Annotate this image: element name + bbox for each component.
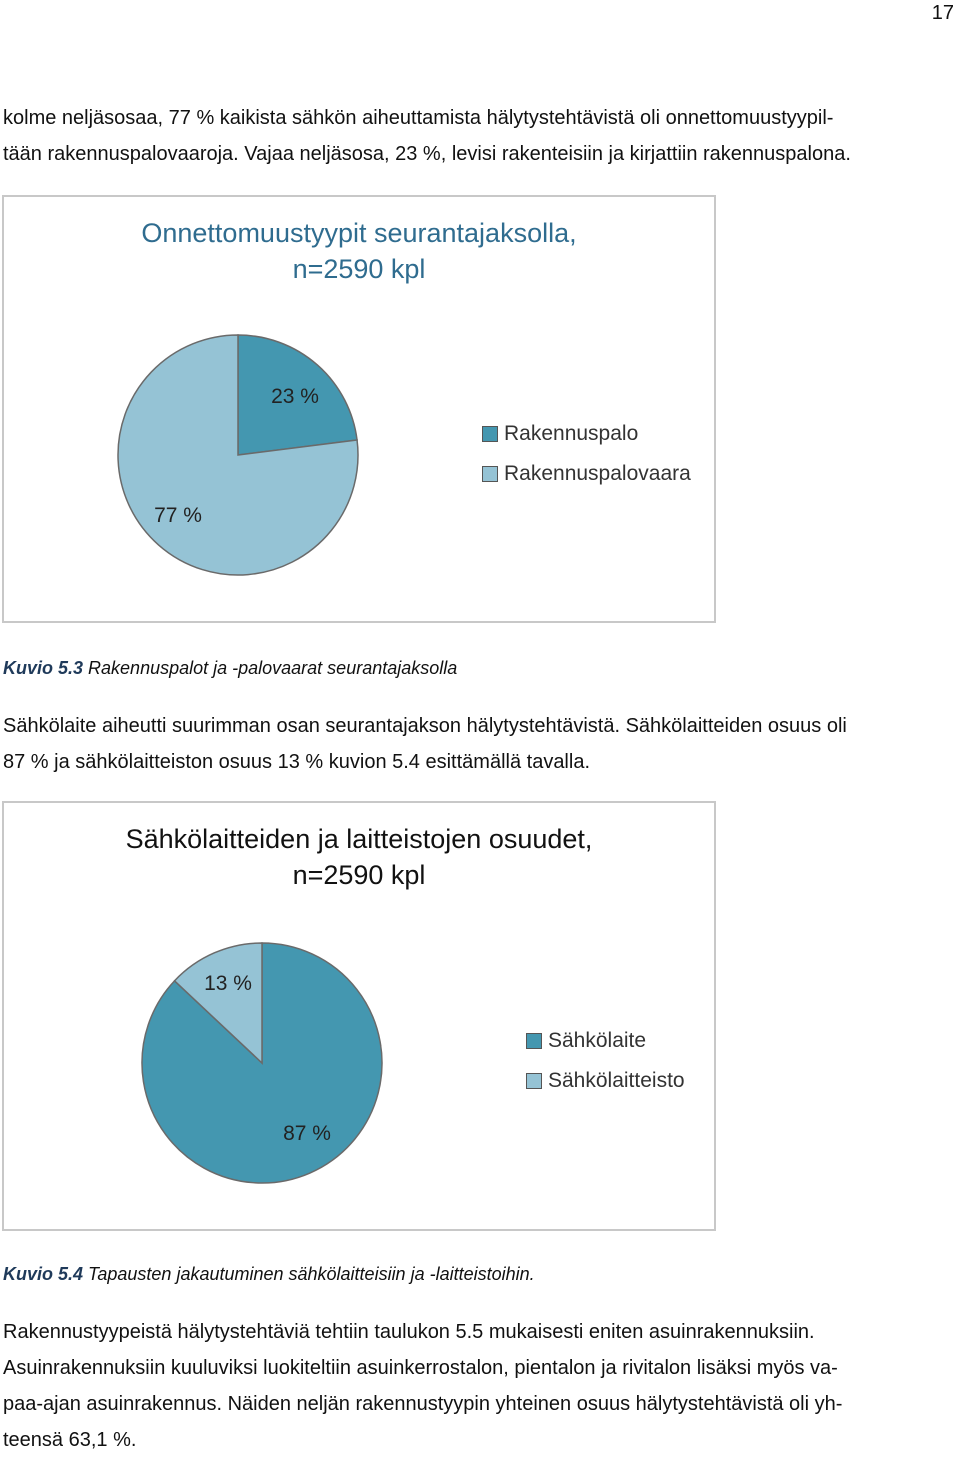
chart-2-legend-item-sahkolaite: [526, 1021, 685, 1061]
chart-2-data-label-sahkolaite: 87 %: [283, 1122, 331, 1145]
chart-2-title-line-2: n=2590 kpl: [292, 860, 426, 890]
paragraph-2: [3, 708, 938, 780]
caption-2-text: Tapausten jakautuminen sähkölaitteisiin ja -laitteistoihin.: [83, 1264, 535, 1284]
paragraph-3-line-1: Rakennustyypeistä hälytystehtäviä tehtiin taulukon 5.5 mukaisesti eniten asuinrakennuksiin.: [3, 1321, 815, 1343]
chart-2-legend-swatch-sahkolaitteisto: [526, 1073, 542, 1089]
chart-1-legend: [482, 414, 691, 494]
chart-1-legend-swatch-rakennuspalovaara: [482, 466, 498, 482]
caption-1-text: Rakennuspalot ja -palovaarat seurantajaksolla: [83, 658, 458, 678]
paragraph-3-line-3: paa-ajan asuinrakennus. Näiden neljän rakennustyypin yhteinen osuus hälytystehtävistä oli yh-: [3, 1393, 843, 1415]
caption-2-label: Kuvio 5.4: [3, 1264, 84, 1284]
paragraph-1: [3, 100, 938, 172]
paragraph-3-line-4: teensä 63,1 %.: [3, 1429, 137, 1451]
chart-1-data-label-rakennuspalovaara: 77 %: [154, 504, 202, 527]
chart-2-legend-item-sahkolaitteisto: [526, 1061, 685, 1101]
paragraph-1-line-1: kolme neljäsosaa, 77 % kaikista sähkön aiheuttamista hälytystehtävistä oli onnettomuustyypil-: [3, 107, 834, 129]
chart-2-legend-swatch-sahkolaite: [526, 1033, 542, 1049]
chart-1-title-line-1: Onnettomuustyypit seurantajaksolla,: [141, 218, 577, 248]
chart-2-pie: [4, 803, 718, 1233]
chart-1-legend-label-rakennuspalovaara: Rakennuspalovaara: [504, 462, 691, 485]
chart-1-legend-label-rakennuspalo: Rakennuspalo: [504, 422, 639, 445]
chart-2-title-line-1: Sähkölaitteiden ja laitteistojen osuudet,: [125, 824, 593, 854]
paragraph-2-line-1: Sähkölaite aiheutti suurimman osan seurantajakson hälytystehtävistä. Sähkölaitteiden osuus oli: [3, 715, 847, 737]
chart-2-data-label-sahkolaitteisto: 13 %: [204, 972, 252, 995]
caption-1-label: Kuvio 5.3: [3, 658, 84, 678]
paragraph-3: [3, 1314, 938, 1458]
chart-1-pie: [4, 197, 718, 625]
chart-2-legend-label-sahkolaitteisto: Sähkölaitteisto: [548, 1069, 685, 1092]
chart-1-data-label-rakennuspalo: 23 %: [271, 385, 319, 408]
chart-2-legend-label-sahkolaite: Sähkölaite: [548, 1029, 647, 1052]
chart-1-legend-item-rakennuspalovaara: [482, 454, 691, 494]
caption-1: [3, 658, 457, 679]
chart-1-title-line-2: n=2590 kpl: [292, 254, 426, 284]
chart-1-legend-swatch-rakennuspalo: [482, 426, 498, 442]
chart-1-frame: [2, 195, 716, 623]
paragraph-3-line-2: Asuinrakennuksiin kuuluviksi luokiteltiin asuinkerrostalon, pientalon ja rivitalon lisäksi myös va-: [3, 1357, 838, 1379]
chart-1-legend-item-rakennuspalo: [482, 414, 691, 454]
chart-2-legend: [526, 1021, 685, 1101]
chart-2-frame: [2, 801, 716, 1231]
caption-2: [3, 1264, 535, 1285]
paragraph-1-line-2: tään rakennuspalovaaroja. Vajaa neljäsosa, 23 %, levisi rakenteisiin ja kirjattiin rakennuspalona.: [3, 143, 851, 165]
paragraph-2-line-2: 87 % ja sähkölaitteiston osuus 13 % kuvion 5.4 esittämällä tavalla.: [3, 751, 591, 773]
page-number: 17: [931, 2, 954, 24]
